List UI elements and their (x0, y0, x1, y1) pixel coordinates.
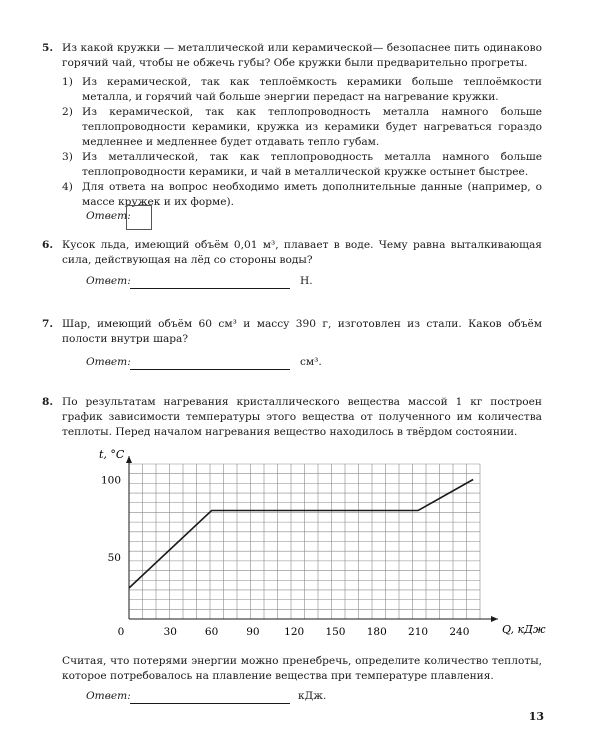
question-6-answer-line[interactable] (130, 288, 290, 289)
y-tick-label: 100 (100, 474, 121, 487)
option-1[interactable]: 1) Из керамической, так как теплоёмкость керамики больше теплоёмкости металла, и горячий чай больше энергии передаст на нагревание кружки. (62, 76, 542, 103)
question-6-unit: Н. (300, 275, 313, 287)
question-8 (42, 395, 542, 440)
question-6-number: 6. (42, 239, 54, 251)
question-6 (42, 238, 542, 268)
question-7-unit: см³. (300, 356, 322, 368)
question-7-answer-label: Ответ: (86, 356, 131, 368)
question-5-answer-box[interactable] (126, 205, 152, 230)
x-tick-label: 180 (366, 626, 387, 638)
question-5 (42, 41, 542, 210)
x-tick-label: 210 (408, 626, 429, 638)
question-6-answer-label: Ответ: (86, 275, 131, 287)
y-axis-arrow (126, 456, 132, 463)
question-7-answer-line[interactable] (130, 369, 290, 370)
question-7-text: Шар, имеющий объём 60 см³ и массу 390 г, изготовлен из стали. Каков объём полости внутри шара? (62, 318, 542, 345)
question-6-text: Кусок льда, имеющий объём 0,01 м³, плавает в воде. Чему равна выталкивающая сила, действующая на лёд со стороны воды? (62, 239, 542, 266)
question-8-number: 8. (42, 396, 54, 408)
option-4[interactable]: 4) Для ответа на вопрос необходимо иметь дополнительные данные (например, о массе кружек и их форме). (62, 181, 542, 208)
x-tick-label: 30 (163, 626, 177, 638)
x-axis-label: Q, кДж (502, 623, 546, 636)
question-5-text: Из какой кружки — металлической или керамической— безопаснее пить одинаково горячий чай, чтобы не обжечь губы? Обе кружки были предварительно прогреты. (62, 42, 542, 69)
x-tick-label: 150 (325, 626, 346, 638)
x-tick-label: 60 (204, 626, 219, 638)
x-tick-label: 90 (246, 626, 260, 638)
question-8-answer-label: Ответ: (86, 690, 131, 702)
temperature-line (129, 480, 473, 589)
y-axis-label: t, °C (99, 448, 125, 461)
question-8-followup: Считая, что потерями энергии можно пренебречь, определите количество теплоты, которое потребовалось на плавление вещества при температуре плавления. (62, 655, 542, 682)
x-axis-arrow (491, 616, 498, 622)
x-tick-label: 120 (284, 626, 305, 638)
question-5-answer-label: Ответ: (86, 210, 131, 222)
chart-grid (129, 464, 480, 619)
question-5-options (62, 75, 542, 210)
x-tick-label: 0 (117, 626, 125, 638)
option-3[interactable]: 3) Из металлической, так как теплопроводность металла намного больше теплопроводности керамики, и чай в металлической кружке остынет быстрее. (62, 151, 542, 178)
heating-chart (0, 445, 600, 645)
question-7-number: 7. (42, 318, 54, 330)
option-2[interactable]: 2) Из керамической, так как теплопроводность металла намного больше теплопроводности керамики, кружка из керамики будет нагреваться гораздо медленнее и медленнее будет отдавать тепло губам. (62, 106, 542, 148)
question-8-text: По результатам нагревания кристаллического вещества массой 1 кг построен график зависимости температуры этого вещества от полученного им количества теплоты. Перед началом нагревания вещество находилось в твёрдом состоянии. (62, 396, 542, 438)
page-number: 13 (528, 710, 544, 723)
x-tick-label: 240 (449, 626, 470, 638)
question-5-number: 5. (42, 42, 54, 54)
question-8-answer-line[interactable] (130, 703, 290, 704)
question-8-followup-block (62, 654, 542, 684)
question-8-unit: кДж. (298, 690, 327, 702)
question-7 (42, 317, 542, 347)
y-tick-label: 50 (107, 552, 121, 564)
